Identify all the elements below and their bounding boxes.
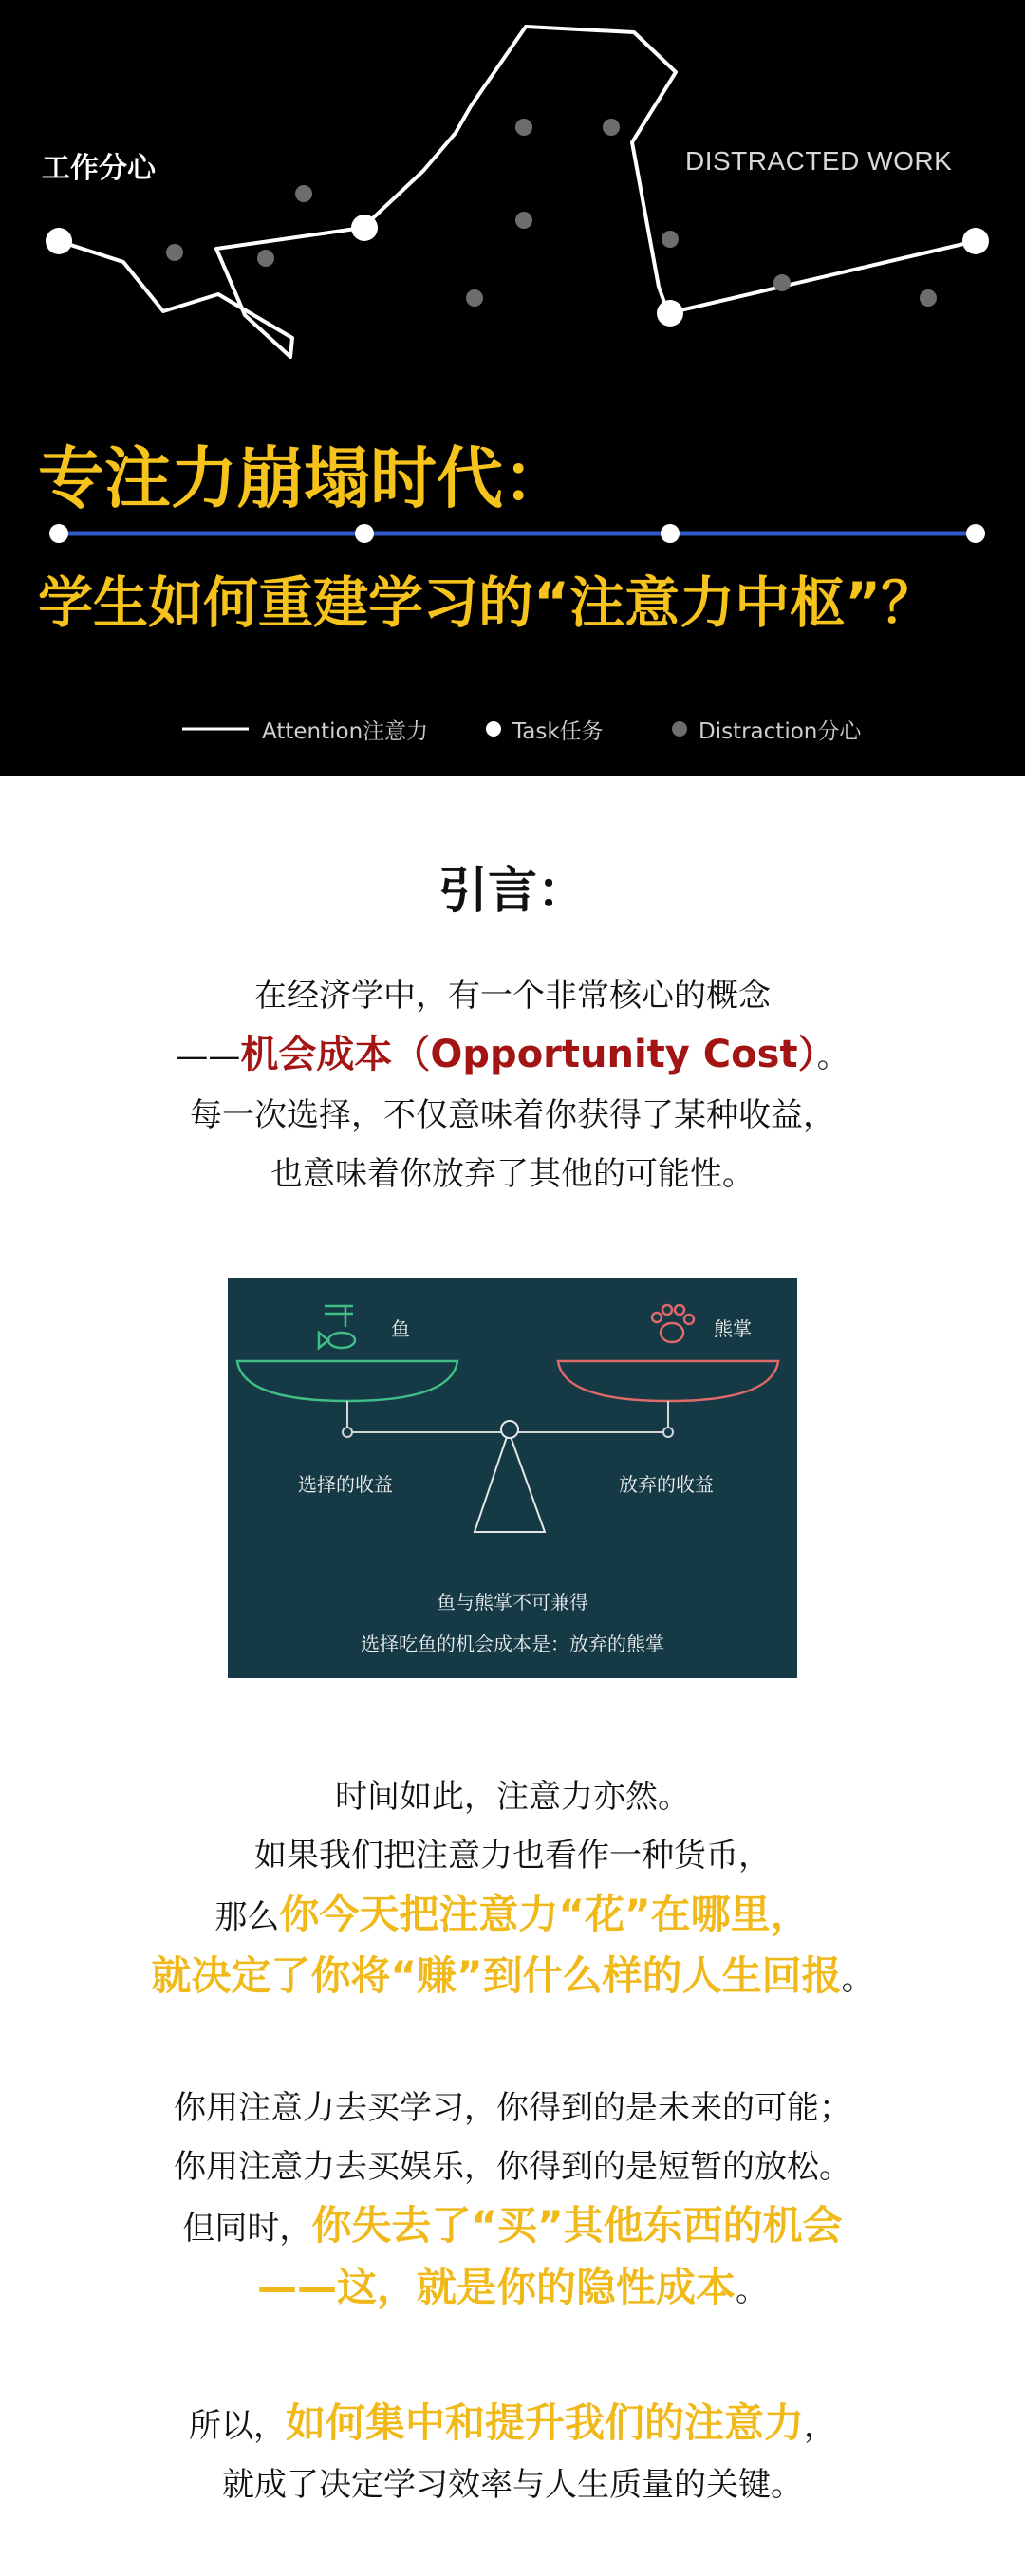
paw-icon — [652, 1305, 694, 1342]
p2-line4 — [0, 1947, 1025, 2008]
p2-line3-highlight: 你今天把注意力“花”在哪里， — [279, 1891, 811, 1937]
right-pan — [558, 1361, 778, 1401]
p2-line2: 如果我们把注意力也看作一种货币， — [254, 1837, 771, 1875]
p4-line2: 就成了决定学习效率与人生质量的关键。 — [222, 2466, 803, 2504]
right-item-label: 熊掌 — [714, 1317, 752, 1340]
p3-line3 — [0, 2196, 1025, 2258]
p4-line1-prefix: 所以， — [188, 2407, 286, 2445]
conclusion-paragraph — [0, 2394, 1025, 2514]
legend-attention: Attention注意力 — [262, 719, 429, 744]
attention-currency-paragraph — [0, 1767, 1025, 2008]
left-item-label: 鱼 — [391, 1317, 410, 1340]
intro-heading: 引言： — [438, 863, 587, 920]
attention-path — [59, 27, 976, 357]
p1-line2-suffix: 。 — [816, 1037, 849, 1075]
p3-line1: 你用注意力去买学习，你得到的是未来的可能； — [174, 2089, 851, 2127]
right-benefit-label: 放弃的收益 — [619, 1473, 714, 1496]
p2-line3 — [0, 1885, 1025, 1947]
hero-title-line2: 学生如何重建学习的“注意力中枢”？ — [38, 570, 937, 635]
hero-label-left: 工作分心 — [42, 152, 156, 185]
left-pan — [237, 1361, 457, 1401]
p3-line4-suffix: 。 — [736, 2271, 768, 2309]
p1-line2-prefix: —— — [176, 1037, 241, 1075]
p4-line1 — [0, 2394, 1025, 2455]
p3-line3-highlight: 你失去了“买”其他东西的机会 — [311, 2202, 843, 2249]
p3-line4-highlight: ——这，就是你的隐性成本 — [256, 2264, 736, 2310]
p2-line4-highlight: 就决定了你将“赚”到什么样的人生回报 — [151, 1952, 842, 1999]
p2-line3-prefix: 那么 — [214, 1898, 280, 1936]
hero-banner — [0, 0, 1025, 776]
p2-line1: 时间如此，注意力亦然。 — [335, 1778, 690, 1816]
p4-line1-suffix: ， — [804, 2407, 836, 2445]
p2-line4-suffix: 。 — [841, 1960, 874, 1998]
hero-legend — [0, 710, 1025, 748]
p3-line3-prefix: 但同时， — [182, 2210, 312, 2248]
opportunity-cost-highlight: 机会成本（Opportunity Cost） — [240, 1033, 817, 1076]
intro-paragraph — [0, 966, 1025, 1204]
p1-line2 — [0, 1025, 1025, 1086]
opportunity-cost-scale-figure — [228, 1278, 797, 1678]
hero-label-right: DISTRACTED WORK — [685, 146, 953, 176]
p4-line1-highlight: 如何集中和提升我们的注意力 — [285, 2399, 804, 2446]
fish-icon — [319, 1306, 355, 1348]
p3-line2: 你用注意力去买娱乐，你得到的是短暂的放松。 — [174, 2148, 851, 2186]
hero-title-line1: 专注力崩塌时代： — [38, 439, 569, 517]
hero-network-graphic — [0, 0, 1025, 776]
p1-line4: 也意味着你放弃了其他的可能性。 — [270, 1155, 755, 1193]
p1-line1: 在经济学中，有一个非常核心的概念 — [254, 977, 771, 1015]
hidden-cost-paragraph — [0, 2079, 1025, 2320]
p3-line4 — [0, 2258, 1025, 2320]
scale-caption2: 选择吃鱼的机会成本是：放弃的熊掌 — [361, 1633, 664, 1655]
p1-line3: 每一次选择，不仅意味着你获得了某种收益， — [190, 1096, 835, 1134]
scale-caption1: 鱼与熊掌不可兼得 — [437, 1591, 588, 1614]
left-benefit-label: 选择的收益 — [298, 1473, 393, 1496]
legend-task: Task任务 — [512, 719, 604, 744]
legend-distraction: Distraction分心 — [699, 719, 862, 744]
scale-fulcrum — [475, 1431, 545, 1532]
